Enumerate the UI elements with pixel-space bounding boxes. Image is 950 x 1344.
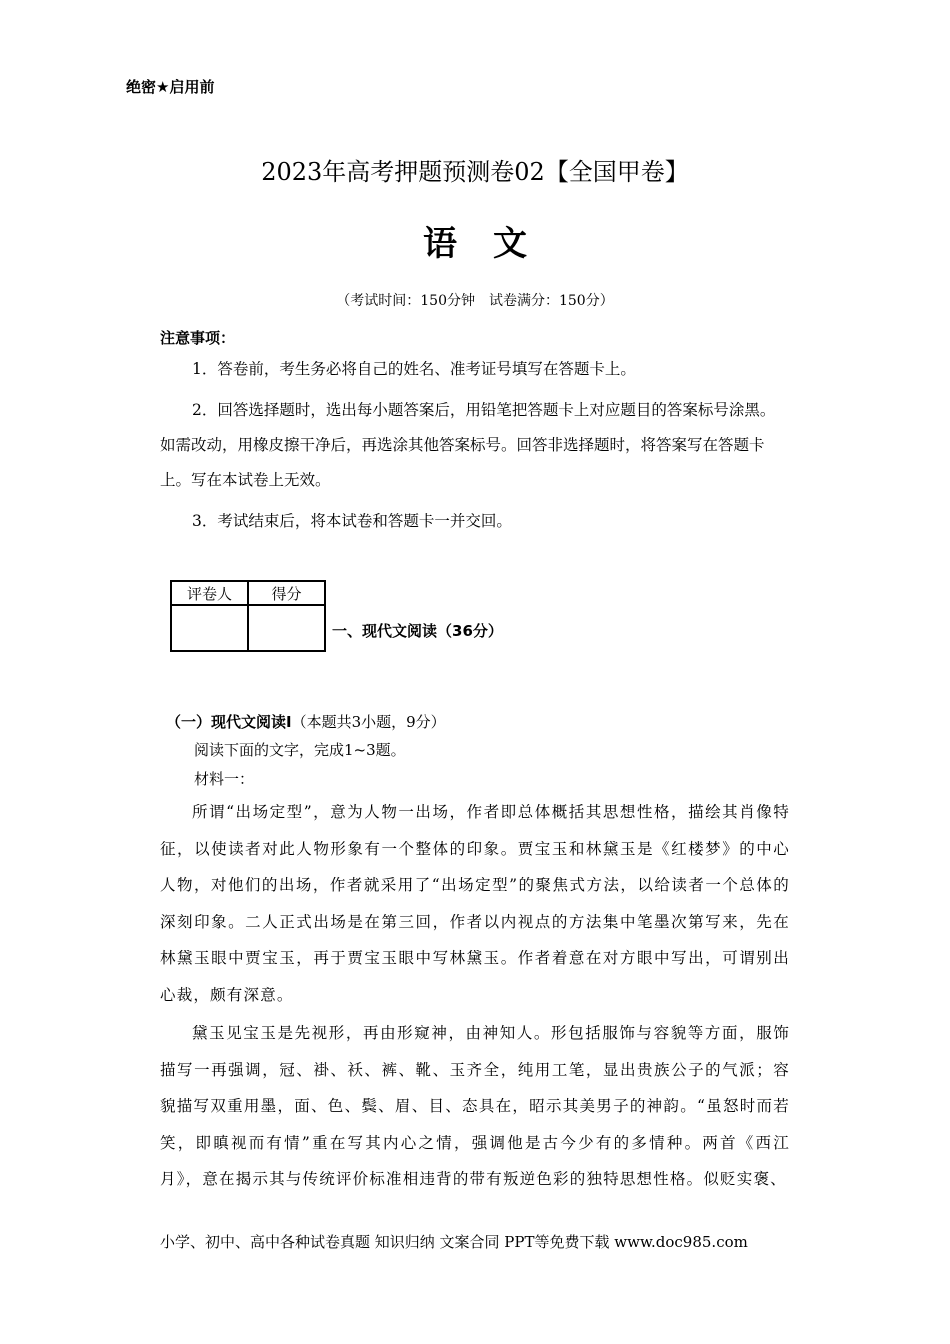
notice-title: 注意事项： bbox=[160, 329, 236, 347]
subsection-title bbox=[166, 711, 446, 732]
subject-title: 语文 bbox=[423, 224, 563, 264]
footer-text: 小学、初中、高中各种试卷真题 知识归纳 文案合同 PPT等免费下载 www.doc985.com bbox=[160, 1233, 748, 1251]
score-table-grader-cell bbox=[171, 605, 248, 651]
material-label: 材料一： bbox=[194, 770, 255, 788]
passage-paragraph-1: 所谓“出场定型”，意为人物一出场，作者即总体概括其思想性格，描绘其肖像特征，以使读者对此人物形象有一个整体的印象。贾宝玉和林黛玉是《红楼梦》的中心人物，对他们的出场，作者就采用了“出场定型”的聚焦式方法，以给读者一个总体的深刻印象。二人正式出场是在第三回，作者以内视点的方法集中笔墨次第写来，先在林黛玉眼中贾宝玉，再于贾宝玉眼中写林黛玉。作者着意在对方眼中写出，可谓别出心裁，颇有深意。 bbox=[160, 803, 790, 1004]
subsection-title-bold: （一）现代文阅读I bbox=[166, 713, 292, 731]
exam-title: 2023年高考押题预测卷02【全国甲卷】 bbox=[261, 158, 689, 186]
section-title: 一、现代文阅读（36分） bbox=[332, 622, 503, 640]
subsection-title-note: （本题共3小题，9分） bbox=[291, 713, 446, 731]
reading-instruction: 阅读下面的文字，完成1~3题。 bbox=[194, 741, 406, 759]
notice-item-2: 2．回答选择题时，选出每小题答案后，用铅笔把答题卡上对应题目的答案标号涂黑。如需改动，用橡皮擦干净后，再选涂其他答案标号。回答非选择题时，将答案写在答题卡上。写在本试卷上无效。 bbox=[160, 401, 776, 489]
exam-info: （考试时间：150分钟 试卷满分：150分） bbox=[336, 293, 614, 309]
score-table-score-cell bbox=[248, 605, 325, 651]
score-table-header-score: 得分 bbox=[248, 581, 325, 605]
notice-item-1: 1．答卷前，考生务必将自己的姓名、准考证号填写在答题卡上。 bbox=[192, 360, 636, 378]
notice-item-3: 3．考试结束后，将本试卷和答题卡一并交回。 bbox=[192, 512, 512, 530]
passage-paragraph-2: 黛玉见宝玉是先视形，再由形窥神，由神知人。形包括服饰与容貌等方面，服饰描写一再强调，冠、褂、袄、裤、靴、玉齐全，纯用工笔，显出贵族公子的气派；容貌描写双重用墨，面、色、鬓、眉、目、态具在，昭示其美男子的神韵。“虽怒时而若笑，即瞋视而有情”重在写其内心之情，强调他是古今少有的多情种。两首《西江月》，意在揭示其与传统评价标准相违背的带有叛逆色彩的独特思想性格。似贬实褒、 bbox=[160, 1024, 790, 1189]
confidential-label: 绝密★启用前 bbox=[126, 78, 215, 96]
score-table bbox=[170, 580, 326, 652]
score-table-header-grader: 评卷人 bbox=[171, 581, 248, 605]
